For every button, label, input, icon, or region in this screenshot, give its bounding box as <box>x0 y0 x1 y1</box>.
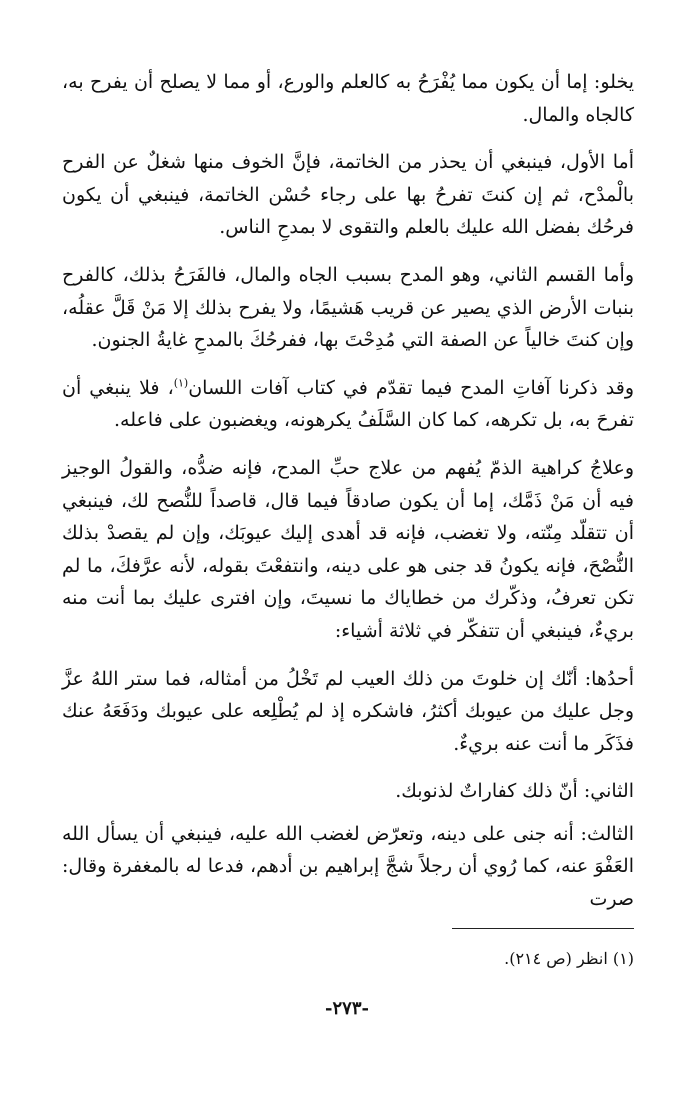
paragraph-7: الثاني: أنّ ذلك كفاراتٌ لذنوبك. <box>395 780 634 803</box>
paragraph-2: أما الأول، فينبغي أن يحذر من الخاتمة، فإنَّ الخوف منها شغلٌ عن الفرح بالْمدْح، ثم إن كنتَ تفرحُ بها على رجاء حُسْن الخاتمة، فينبغي أن يكون فرحُك بفضل الله عليك بالعلم والتقوى لا بمدحِ الناس. <box>62 151 634 239</box>
paragraph-3: وأما القسم الثاني، وهو المدح بسبب الجاه والمال، فالفَرَحُ بذلك، كالفرح بنبات الأرض الذي يصير عن قريب هَشيمًا، ولا يفرح بذلك إلا مَنْ قَلَّ عقلُه، وإن كنتَ خالياً عن الصفة التي مُدِحْتَ بها، ففرحُكَ بالمدحِ غايةُ الجنون. <box>62 263 634 352</box>
paragraph-6: أحدُها: أنّك إن خلوتَ من ذلك العيب لم تَخْلُ من أمثاله، فما ستر اللهُ عزَّ وجل عليك من عيوبك أكثرُ، فاشكره إذ لم يُطْلِعه على عيوبك ودَفَعَهُ عنك فذَكَر ما أنت عنه بريءٌ. <box>62 667 634 755</box>
paragraph-4 <box>62 372 634 437</box>
paragraph-8: الثالث: أنه جنى على دينه، وتعرّض لغضب الله عليه، فينبغي أن يسأل الله العَفْوَ عنه، كما رُوي أن رجلاً شجَّ إبراهيم بن أدهم، فدعا له بالمغفرة وقال: صرت <box>62 822 634 911</box>
body-text <box>62 66 634 931</box>
paragraph-4-start: وقد ذكرنا آفاتِ المدح فيما تقدّم في كتاب آفات اللسان <box>188 376 634 399</box>
footnote: (١) انظر (ص ٢١٤). <box>504 949 634 968</box>
footnote-divider <box>452 928 634 929</box>
paragraph-4-end: ، فلا ينبغي أن تفرحَ به، بل تكرهه، كما كان السَّلَفُ يكرهونه، ويغضبون على فاعله. <box>62 376 634 432</box>
footnote-reference[interactable]: (١) <box>173 376 189 390</box>
page-number: -٢٧٣- <box>325 998 369 1019</box>
paragraph-1: يخلو: إما أن يكون مما يُفْرَحُ به كالعلم والورع، أو مما لا يصلح أن يفرح به، كالجاه والمال. <box>62 71 634 126</box>
paragraph-5: وعلاجُ كراهية الذمّ يُفهم من علاج حبِّ المدح، فإنه ضدُّه، والقولُ الوجيز فيه أن مَنْ ذَمَّك، إما أن يكون صادقاً فيما قال، قاصداً للنُّصح لك، فينبغي أن تتقلّد مِنّته، ولا تغضب، فإنه قد أهدى إليك عيوبَك، وإن لم يقصدْ بذلك النُّصْحَ، فإنه يكونُ قد جنى هو على دينه، وانتفعْتَ بقوله، لأنه عرَّفكَ، ما لم تكن تعرفُ، وذكّرك من خطاياك ما نسيتَ، وإن افترى عليك بما أنت منه بريءٌ، فينبغي أن تتفكّر في ثلاثة أشياء: <box>62 456 634 642</box>
